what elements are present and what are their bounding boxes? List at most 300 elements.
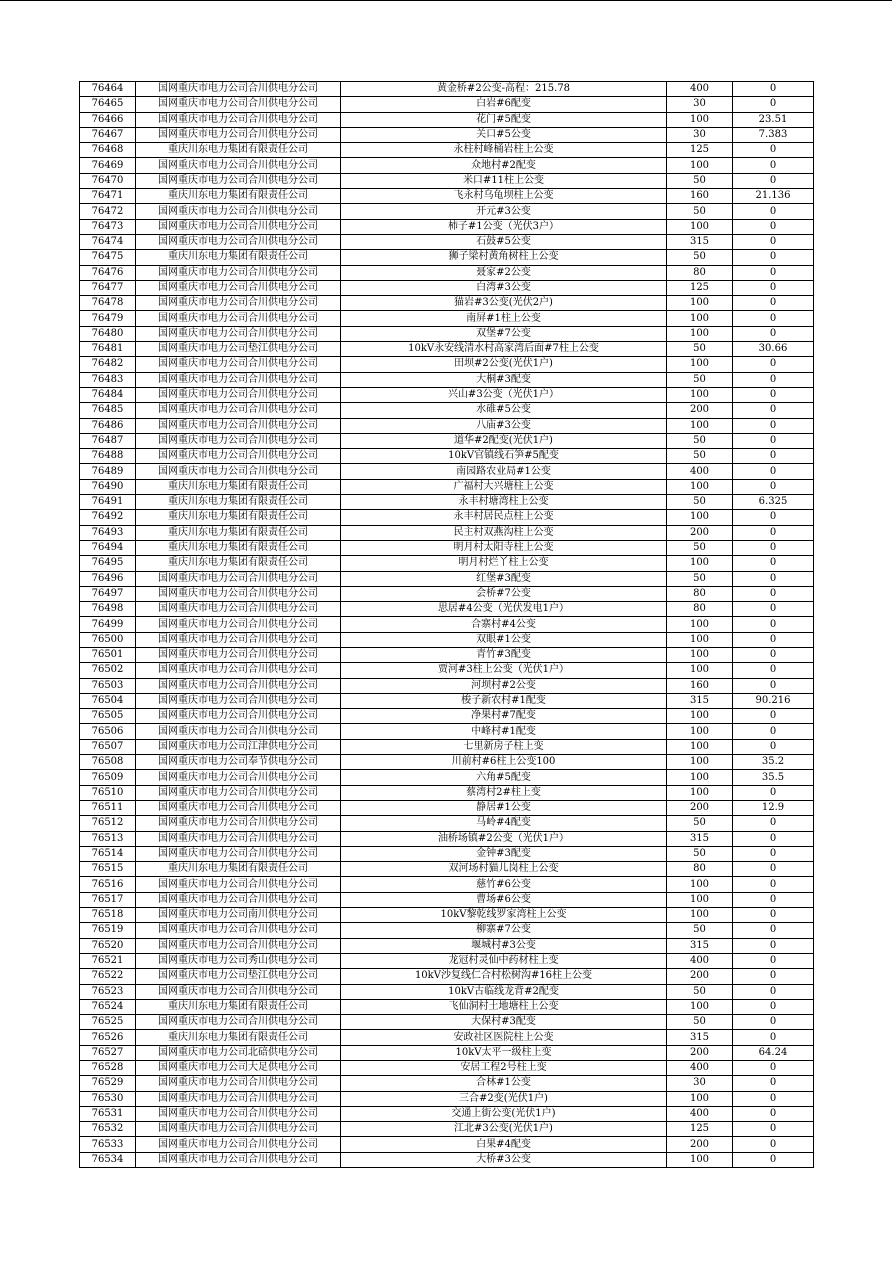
row-id-cell: 76518 — [80, 908, 136, 923]
company-cell: 国网重庆市电力公司合川供电分公司 — [136, 831, 341, 846]
row-id-cell: 76483 — [80, 372, 136, 387]
capacity-cell: 50 — [667, 372, 733, 387]
value-cell: 0 — [733, 265, 814, 280]
company-cell: 国网重庆市电力公司合川供电分公司 — [136, 770, 341, 785]
company-cell: 国网重庆市电力公司垫江供电分公司 — [136, 969, 341, 984]
company-cell: 国网重庆市电力公司合川供电分公司 — [136, 326, 341, 341]
company-cell: 国网重庆市电力公司合川供电分公司 — [136, 464, 341, 479]
capacity-cell: 80 — [667, 265, 733, 280]
table-row — [80, 1152, 814, 1167]
company-cell: 重庆川东电力集团有限责任公司 — [136, 479, 341, 494]
page-top-border — [0, 0, 892, 1]
transformer-table — [79, 81, 814, 1168]
table-row — [80, 82, 814, 97]
value-cell: 0 — [733, 326, 814, 341]
capacity-cell: 200 — [667, 1137, 733, 1152]
value-cell: 0 — [733, 464, 814, 479]
transformer-name-cell: 10kV古临线龙背#2配变 — [341, 984, 667, 999]
company-cell: 国网重庆市电力公司合川供电分公司 — [136, 816, 341, 831]
value-cell: 0 — [733, 984, 814, 999]
capacity-cell: 125 — [667, 1122, 733, 1137]
value-cell: 0 — [733, 1106, 814, 1121]
table-row — [80, 1061, 814, 1076]
value-cell: 0 — [733, 372, 814, 387]
capacity-cell: 100 — [667, 311, 733, 326]
capacity-cell: 100 — [667, 877, 733, 892]
transformer-name-cell: 曹场#6公变 — [341, 892, 667, 907]
capacity-cell: 200 — [667, 525, 733, 540]
row-id-cell: 76487 — [80, 433, 136, 448]
value-cell: 0 — [733, 510, 814, 525]
capacity-cell: 30 — [667, 127, 733, 142]
value-cell: 0 — [733, 1015, 814, 1030]
capacity-cell: 50 — [667, 571, 733, 586]
transformer-name-cell: 贾河#3柱上公变（光伏1户） — [341, 663, 667, 678]
row-id-cell: 76475 — [80, 250, 136, 265]
transformer-name-cell: 红堡#3配变 — [341, 571, 667, 586]
value-cell: 0 — [733, 204, 814, 219]
table-row — [80, 1122, 814, 1137]
company-cell: 国网重庆市电力公司合川供电分公司 — [136, 97, 341, 112]
table-row — [80, 663, 814, 678]
table-row — [80, 785, 814, 800]
transformer-name-cell: 七里新房子柱上变 — [341, 739, 667, 754]
capacity-cell: 100 — [667, 158, 733, 173]
table-row — [80, 800, 814, 815]
row-id-cell: 76521 — [80, 953, 136, 968]
row-id-cell: 76513 — [80, 831, 136, 846]
capacity-cell: 100 — [667, 418, 733, 433]
table-row — [80, 678, 814, 693]
row-id-cell: 76523 — [80, 984, 136, 999]
capacity-cell: 100 — [667, 724, 733, 739]
company-cell: 国网重庆市电力公司合川供电分公司 — [136, 1091, 341, 1106]
transformer-name-cell: 三合#2变(光伏1户) — [341, 1091, 667, 1106]
value-cell: 0 — [733, 525, 814, 540]
transformer-name-cell: 合寨村#4公变 — [341, 617, 667, 632]
company-cell: 国网重庆市电力公司合川供电分公司 — [136, 923, 341, 938]
table-row — [80, 387, 814, 402]
capacity-cell: 200 — [667, 403, 733, 418]
transformer-name-cell: 田坝#2公变(光伏1户) — [341, 357, 667, 372]
row-id-cell: 76470 — [80, 173, 136, 188]
capacity-cell: 50 — [667, 923, 733, 938]
value-cell: 90.216 — [733, 693, 814, 708]
company-cell: 国网重庆市电力公司合川供电分公司 — [136, 449, 341, 464]
value-cell: 23.51 — [733, 112, 814, 127]
transformer-name-cell: 安居工程2号柱上变 — [341, 1061, 667, 1076]
transformer-name-cell: 江北#3公变(光伏1户) — [341, 1122, 667, 1137]
capacity-cell: 80 — [667, 602, 733, 617]
row-id-cell: 76492 — [80, 510, 136, 525]
capacity-cell: 125 — [667, 280, 733, 295]
value-cell: 0 — [733, 816, 814, 831]
table-row — [80, 862, 814, 877]
transformer-name-cell: 马岭#4配变 — [341, 816, 667, 831]
transformer-name-cell: 净果村#7配变 — [341, 709, 667, 724]
row-id-cell: 76533 — [80, 1137, 136, 1152]
value-cell: 0 — [733, 892, 814, 907]
table-row — [80, 357, 814, 372]
table-row — [80, 112, 814, 127]
company-cell: 国网重庆市电力公司合川供电分公司 — [136, 158, 341, 173]
table-row — [80, 846, 814, 861]
row-id-cell: 76516 — [80, 877, 136, 892]
value-cell: 0 — [733, 296, 814, 311]
capacity-cell: 100 — [667, 785, 733, 800]
table-row — [80, 908, 814, 923]
capacity-cell: 100 — [667, 739, 733, 754]
value-cell: 64.24 — [733, 1045, 814, 1060]
transformer-name-cell: 10kV官镇线石笋#5配变 — [341, 449, 667, 464]
company-cell: 国网重庆市电力公司合川供电分公司 — [136, 372, 341, 387]
value-cell: 35.5 — [733, 770, 814, 785]
table-row — [80, 464, 814, 479]
capacity-cell: 400 — [667, 1106, 733, 1121]
company-cell: 国网重庆市电力公司合川供电分公司 — [136, 1137, 341, 1152]
capacity-cell: 100 — [667, 296, 733, 311]
company-cell: 国网重庆市电力公司合川供电分公司 — [136, 1076, 341, 1091]
row-id-cell: 76467 — [80, 127, 136, 142]
company-cell: 国网重庆市电力公司合川供电分公司 — [136, 1152, 341, 1167]
company-cell: 重庆川东电力集团有限责任公司 — [136, 510, 341, 525]
company-cell: 国网重庆市电力公司合川供电分公司 — [136, 617, 341, 632]
row-id-cell: 76473 — [80, 219, 136, 234]
value-cell: 0 — [733, 663, 814, 678]
row-id-cell: 76499 — [80, 617, 136, 632]
transformer-name-cell: 聂家#2公变 — [341, 265, 667, 280]
row-id-cell: 76466 — [80, 112, 136, 127]
capacity-cell: 100 — [667, 1091, 733, 1106]
table-row — [80, 724, 814, 739]
row-id-cell: 76481 — [80, 342, 136, 357]
value-cell: 0 — [733, 999, 814, 1014]
capacity-cell: 100 — [667, 357, 733, 372]
company-cell: 重庆川东电力集团有限责任公司 — [136, 143, 341, 158]
row-id-cell: 76489 — [80, 464, 136, 479]
table-row — [80, 1030, 814, 1045]
transformer-name-cell: 会桥#7公变 — [341, 586, 667, 601]
capacity-cell: 400 — [667, 1061, 733, 1076]
transformer-name-cell: 永丰村居民点柱上公变 — [341, 510, 667, 525]
row-id-cell: 76484 — [80, 387, 136, 402]
capacity-cell: 30 — [667, 1076, 733, 1091]
value-cell: 0 — [733, 357, 814, 372]
transformer-name-cell: 思居#4公变（光伏发电1户） — [341, 602, 667, 617]
row-id-cell: 76532 — [80, 1122, 136, 1137]
table-row — [80, 999, 814, 1014]
transformer-name-cell: 油桥场镇#2公变（光伏1户） — [341, 831, 667, 846]
company-cell: 国网重庆市电力公司合川供电分公司 — [136, 678, 341, 693]
table-row — [80, 479, 814, 494]
capacity-cell: 125 — [667, 143, 733, 158]
row-id-cell: 76526 — [80, 1030, 136, 1045]
value-cell: 21.136 — [733, 189, 814, 204]
row-id-cell: 76506 — [80, 724, 136, 739]
capacity-cell: 100 — [667, 1152, 733, 1167]
company-cell: 国网重庆市电力公司合川供电分公司 — [136, 571, 341, 586]
company-cell: 国网重庆市电力公司合川供电分公司 — [136, 234, 341, 249]
row-id-cell: 76515 — [80, 862, 136, 877]
table-row — [80, 311, 814, 326]
value-cell: 0 — [733, 923, 814, 938]
row-id-cell: 76527 — [80, 1045, 136, 1060]
transformer-name-cell: 双眼#1公变 — [341, 632, 667, 647]
value-cell: 0 — [733, 449, 814, 464]
row-id-cell: 76478 — [80, 296, 136, 311]
row-id-cell: 76472 — [80, 204, 136, 219]
capacity-cell: 50 — [667, 449, 733, 464]
company-cell: 国网重庆市电力公司合川供电分公司 — [136, 632, 341, 647]
value-cell: 0 — [733, 403, 814, 418]
table-row — [80, 143, 814, 158]
table-row — [80, 326, 814, 341]
value-cell: 0 — [733, 586, 814, 601]
transformer-name-cell: 八庙#3公变 — [341, 418, 667, 433]
table-row — [80, 586, 814, 601]
transformer-name-cell: 10kV沙复线仁合村松树沟#16柱上公变 — [341, 969, 667, 984]
capacity-cell: 50 — [667, 540, 733, 555]
table-row — [80, 938, 814, 953]
capacity-cell: 50 — [667, 1015, 733, 1030]
value-cell: 0 — [733, 953, 814, 968]
company-cell: 国网重庆市电力公司合川供电分公司 — [136, 1122, 341, 1137]
transformer-name-cell: 飞仙洞村土地塘柱上公变 — [341, 999, 667, 1014]
capacity-cell: 50 — [667, 173, 733, 188]
capacity-cell: 100 — [667, 556, 733, 571]
table-row — [80, 1045, 814, 1060]
transformer-name-cell: 花门#5配变 — [341, 112, 667, 127]
value-cell: 7.383 — [733, 127, 814, 142]
transformer-name-cell: 广福村大兴塘柱上公变 — [341, 479, 667, 494]
value-cell: 0 — [733, 1137, 814, 1152]
transformer-name-cell: 兴山#3公变（光伏1户） — [341, 387, 667, 402]
company-cell: 国网重庆市电力公司合川供电分公司 — [136, 418, 341, 433]
capacity-cell: 315 — [667, 693, 733, 708]
capacity-cell: 50 — [667, 495, 733, 510]
capacity-cell: 50 — [667, 984, 733, 999]
value-cell: 0 — [733, 1122, 814, 1137]
transformer-name-cell: 川前村#6柱上公变100 — [341, 755, 667, 770]
row-id-cell: 76468 — [80, 143, 136, 158]
company-cell: 国网重庆市电力公司合川供电分公司 — [136, 800, 341, 815]
value-cell: 0 — [733, 617, 814, 632]
value-cell: 0 — [733, 143, 814, 158]
capacity-cell: 100 — [667, 479, 733, 494]
transformer-name-cell: 合林#1公变 — [341, 1076, 667, 1091]
table-row — [80, 540, 814, 555]
value-cell: 0 — [733, 1076, 814, 1091]
company-cell: 国网重庆市电力公司合川供电分公司 — [136, 586, 341, 601]
value-cell: 0 — [733, 632, 814, 647]
row-id-cell: 76485 — [80, 403, 136, 418]
row-id-cell: 76519 — [80, 923, 136, 938]
capacity-cell: 100 — [667, 510, 733, 525]
capacity-cell: 100 — [667, 326, 733, 341]
table-row — [80, 510, 814, 525]
row-id-cell: 76522 — [80, 969, 136, 984]
capacity-cell: 400 — [667, 464, 733, 479]
value-cell: 0 — [733, 1030, 814, 1045]
company-cell: 国网重庆市电力公司北碚供电分公司 — [136, 1045, 341, 1060]
value-cell: 0 — [733, 250, 814, 265]
table-row — [80, 418, 814, 433]
table-row — [80, 158, 814, 173]
transformer-name-cell: 交通上街公变(光伏1户) — [341, 1106, 667, 1121]
transformer-name-cell: 民主村双燕沟柱上公变 — [341, 525, 667, 540]
row-id-cell: 76512 — [80, 816, 136, 831]
table-row — [80, 250, 814, 265]
capacity-cell: 400 — [667, 953, 733, 968]
row-id-cell: 76531 — [80, 1106, 136, 1121]
capacity-cell: 50 — [667, 250, 733, 265]
capacity-cell: 315 — [667, 938, 733, 953]
value-cell: 0 — [733, 219, 814, 234]
value-cell: 0 — [733, 234, 814, 249]
table-row — [80, 617, 814, 632]
capacity-cell: 50 — [667, 204, 733, 219]
table-row — [80, 495, 814, 510]
capacity-cell: 100 — [667, 755, 733, 770]
company-cell: 国网重庆市电力公司合川供电分公司 — [136, 433, 341, 448]
row-id-cell: 76528 — [80, 1061, 136, 1076]
row-id-cell: 76490 — [80, 479, 136, 494]
value-cell: 0 — [733, 846, 814, 861]
value-cell: 0 — [733, 739, 814, 754]
transformer-name-cell: 白果#4配变 — [341, 1137, 667, 1152]
table-row — [80, 1076, 814, 1091]
company-cell: 国网重庆市电力公司合川供电分公司 — [136, 663, 341, 678]
capacity-cell: 100 — [667, 617, 733, 632]
value-cell: 0 — [733, 433, 814, 448]
company-cell: 国网重庆市电力公司垫江供电分公司 — [136, 342, 341, 357]
value-cell: 0 — [733, 785, 814, 800]
transformer-name-cell: 10kV永安线清水村高家湾后面#7柱上公变 — [341, 342, 667, 357]
transformer-name-cell: 明月村烂丫柱上公变 — [341, 556, 667, 571]
transformer-name-cell: 南园路农业局#1公变 — [341, 464, 667, 479]
company-cell: 国网重庆市电力公司合川供电分公司 — [136, 403, 341, 418]
transformer-name-cell: 南屏#1柱上公变 — [341, 311, 667, 326]
company-cell: 国网重庆市电力公司合川供电分公司 — [136, 311, 341, 326]
value-cell: 0 — [733, 556, 814, 571]
row-id-cell: 76514 — [80, 846, 136, 861]
transformer-name-cell: 青竹#3配变 — [341, 647, 667, 662]
transformer-name-cell: 蔡湾村2#柱上变 — [341, 785, 667, 800]
row-id-cell: 76494 — [80, 540, 136, 555]
transformer-name-cell: 中峰村#1配变 — [341, 724, 667, 739]
company-cell: 国网重庆市电力公司合川供电分公司 — [136, 127, 341, 142]
row-id-cell: 76503 — [80, 678, 136, 693]
transformer-name-cell: 10kV黎乾线罗家湾柱上公变 — [341, 908, 667, 923]
transformer-name-cell: 白湾#3公变 — [341, 280, 667, 295]
capacity-cell: 315 — [667, 234, 733, 249]
table-row — [80, 1091, 814, 1106]
value-cell: 0 — [733, 1152, 814, 1167]
company-cell: 国网重庆市电力公司秀山供电分公司 — [136, 953, 341, 968]
transformer-name-cell: 慈竹#6公变 — [341, 877, 667, 892]
transformer-name-cell: 大桐#3配变 — [341, 372, 667, 387]
company-cell: 国网重庆市电力公司合川供电分公司 — [136, 724, 341, 739]
company-cell: 国网重庆市电力公司合川供电分公司 — [136, 82, 341, 97]
transformer-name-cell: 永丰村塘湾柱上公变 — [341, 495, 667, 510]
value-cell: 0 — [733, 418, 814, 433]
table-row — [80, 831, 814, 846]
capacity-cell: 100 — [667, 219, 733, 234]
row-id-cell: 76509 — [80, 770, 136, 785]
table-row — [80, 632, 814, 647]
table-row — [80, 127, 814, 142]
company-cell: 国网重庆市电力公司合川供电分公司 — [136, 892, 341, 907]
row-id-cell: 76500 — [80, 632, 136, 647]
transformer-name-cell: 六角#5配变 — [341, 770, 667, 785]
row-id-cell: 76529 — [80, 1076, 136, 1091]
company-cell: 国网重庆市电力公司合川供电分公司 — [136, 647, 341, 662]
company-cell: 重庆川东电力集团有限责任公司 — [136, 540, 341, 555]
transformer-name-cell: 水碓#5公变 — [341, 403, 667, 418]
row-id-cell: 76505 — [80, 709, 136, 724]
capacity-cell: 100 — [667, 709, 733, 724]
row-id-cell: 76479 — [80, 311, 136, 326]
table-row — [80, 265, 814, 280]
table-row — [80, 525, 814, 540]
value-cell: 0 — [733, 158, 814, 173]
row-id-cell: 76477 — [80, 280, 136, 295]
table-row — [80, 739, 814, 754]
table-row — [80, 571, 814, 586]
capacity-cell: 100 — [667, 908, 733, 923]
capacity-cell: 30 — [667, 97, 733, 112]
value-cell: 0 — [733, 678, 814, 693]
value-cell: 0 — [733, 862, 814, 877]
transformer-name-cell: 堰城村#3公变 — [341, 938, 667, 953]
transformer-name-cell: 明月村太阳寺柱上公变 — [341, 540, 667, 555]
transformer-name-cell: 大桥#3公变 — [341, 1152, 667, 1167]
transformer-name-cell: 柿子#1公变（光伏3户） — [341, 219, 667, 234]
value-cell: 0 — [733, 877, 814, 892]
value-cell: 30.66 — [733, 342, 814, 357]
company-cell: 国网重庆市电力公司合川供电分公司 — [136, 602, 341, 617]
value-cell: 6.325 — [733, 495, 814, 510]
row-id-cell: 76502 — [80, 663, 136, 678]
table-row — [80, 219, 814, 234]
table-row — [80, 189, 814, 204]
transformer-name-cell: 石鼓#5公变 — [341, 234, 667, 249]
table-row — [80, 693, 814, 708]
value-cell: 0 — [733, 831, 814, 846]
value-cell: 0 — [733, 479, 814, 494]
row-id-cell: 76508 — [80, 755, 136, 770]
table-row — [80, 953, 814, 968]
row-id-cell: 76471 — [80, 189, 136, 204]
company-cell: 国网重庆市电力公司合川供电分公司 — [136, 280, 341, 295]
row-id-cell: 76497 — [80, 586, 136, 601]
row-id-cell: 76493 — [80, 525, 136, 540]
company-cell: 重庆川东电力集团有限责任公司 — [136, 250, 341, 265]
value-cell: 0 — [733, 97, 814, 112]
table-row — [80, 1137, 814, 1152]
capacity-cell: 100 — [667, 663, 733, 678]
table-row — [80, 342, 814, 357]
company-cell: 国网重庆市电力公司合川供电分公司 — [136, 877, 341, 892]
company-cell: 重庆川东电力集团有限责任公司 — [136, 999, 341, 1014]
value-cell: 0 — [733, 82, 814, 97]
row-id-cell: 76469 — [80, 158, 136, 173]
transformer-name-cell: 米口#11柱上公变 — [341, 173, 667, 188]
table-row — [80, 372, 814, 387]
company-cell: 重庆川东电力集团有限责任公司 — [136, 1030, 341, 1045]
company-cell: 国网重庆市电力公司合川供电分公司 — [136, 219, 341, 234]
table-row — [80, 280, 814, 295]
